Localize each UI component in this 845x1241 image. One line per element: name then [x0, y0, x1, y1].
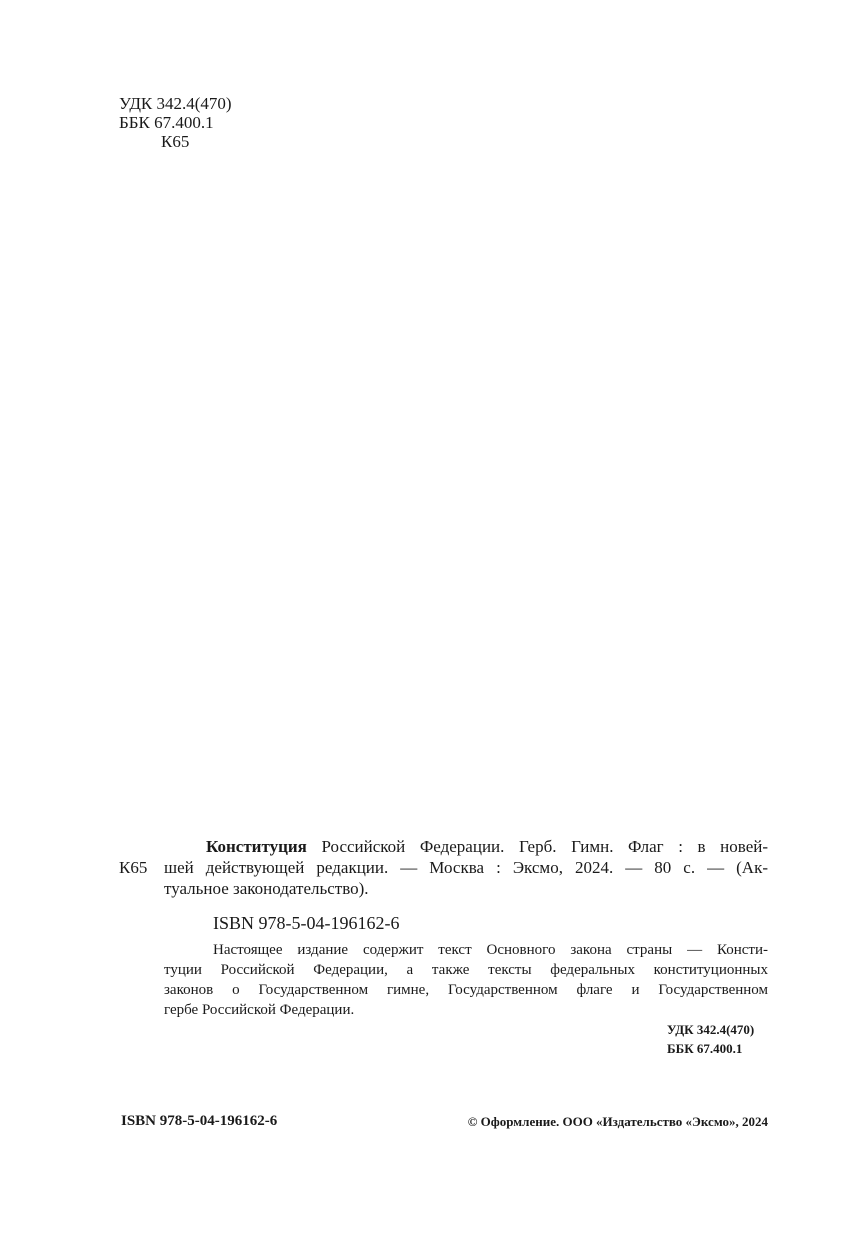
udk-code: УДК 342.4(470) [119, 94, 232, 113]
isbn-main: ISBN 978-5-04-196162-6 [213, 913, 400, 933]
copyright-notice: © Оформление. ООО «Издательство «Эксмо», 2024 [467, 1114, 768, 1129]
biblio-title: Конституция [206, 837, 307, 856]
biblio-line-3: туальное законодательство). [164, 879, 369, 898]
bibliographic-record [164, 836, 768, 899]
classification-codes-top [119, 94, 232, 151]
bbk-code: ББК 67.400.1 [119, 113, 214, 132]
udk-code-bold: УДК 342.4(470) [667, 1022, 755, 1037]
biblio-line-1-rest: Российской Федерации. Герб. Гимн. Флаг : в новей- [306, 837, 768, 856]
author-mark-left: К65 [119, 858, 148, 877]
classification-codes-right [620, 1020, 768, 1058]
biblio-line-1 [164, 836, 768, 857]
annotation-line-3: законов о Государственном гимне, Государственном флаге и Государственном [164, 982, 768, 998]
biblio-line-2: шей действующей редакции. — Москва : Эксмо, 2024. — 80 с. — (Ак- [164, 858, 768, 877]
author-mark: К65 [161, 132, 190, 151]
annotation-line-4: гербе Российской Федерации. [164, 1002, 355, 1018]
isbn-footer: ISBN 978-5-04-196162-6 [121, 1113, 278, 1129]
annotation [164, 940, 768, 1020]
bbk-code-bold: ББК 67.400.1 [667, 1041, 743, 1056]
annotation-line-1: Настоящее издание содержит текст Основного закона страны — Консти- [213, 942, 768, 958]
annotation-line-2: туции Российской Федерации, а также тексты федеральных конституционных [164, 962, 768, 978]
